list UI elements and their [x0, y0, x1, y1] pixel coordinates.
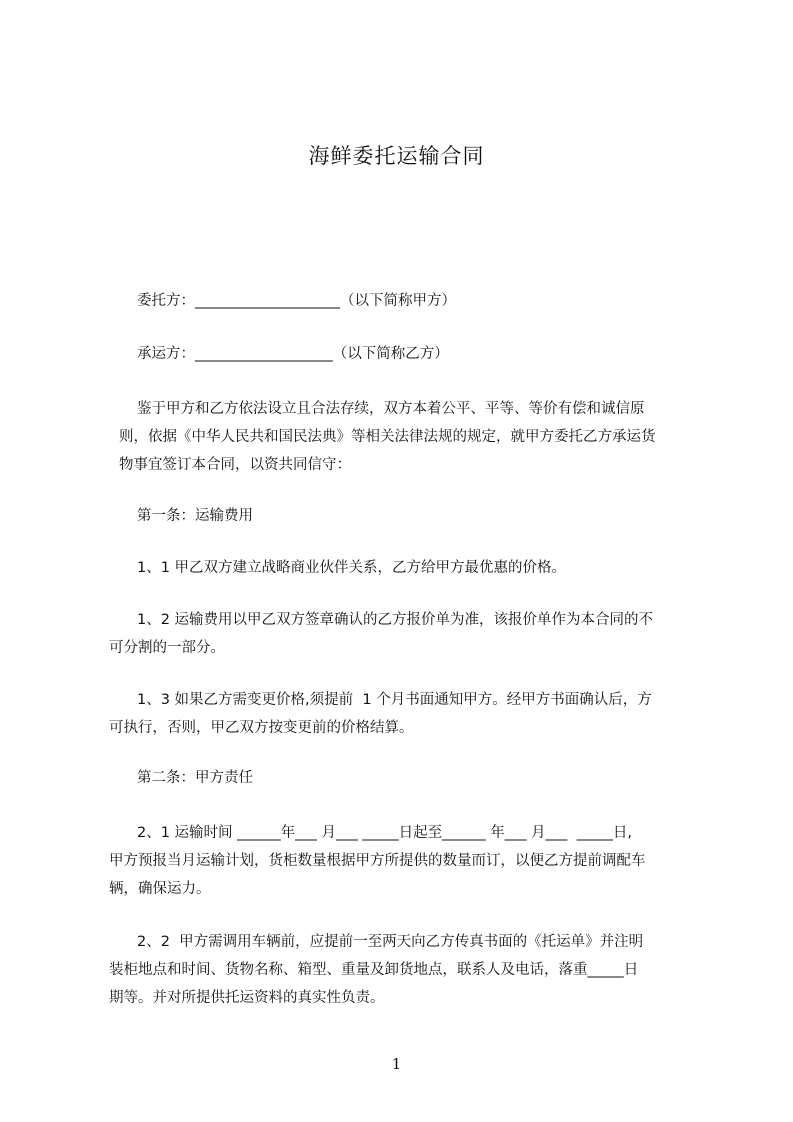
preamble-line: 物事宜签订本合同，以资共同信守：: [119, 457, 351, 473]
document-title: 海鲜委托运输合同: [308, 144, 485, 168]
clause-2-2-line: 2、2 甲方需调用车辆前，应提前一至两天向乙方传真书面的《托运单》并注明: [137, 934, 644, 950]
clause-1-2-line: 1、2 运输费用以甲乙双方签章确认的乙方报价单为准，该报价单作为本合同的不: [137, 612, 654, 628]
clause-2-1-line: 2、1 运输时间 ______年___ 月___ _____日起至______ 年___ 月___ _____日,: [137, 825, 632, 841]
clause-2-2-line: 期等。并对所提供托运资料的真实性负责。: [109, 990, 385, 1006]
clause-1-2: [105, 606, 710, 662]
clause-2-2-line: 装柜地点和时间、货物名称、箱型、重量及卸货地点，联系人及电话，落重_____日: [109, 962, 639, 978]
clause-2-1-line: 甲方预报当月运输计划，货柜数量根据甲方所提供的数量而订，以便乙方提前调配车: [109, 853, 646, 869]
consignor-line: 委托方：____________________（以下简称甲方）: [137, 293, 456, 309]
clause-1-3-line: 1、3 如果乙方需变更价格,须提前 1 个月书面通知甲方。经甲方书面确认后，方: [137, 692, 652, 708]
clause-1-2-line: 可分割的一部分。: [109, 640, 225, 656]
clause-1-1: 1、1 甲乙双方建立战略商业伙伴关系，乙方给甲方最优惠的价格。: [137, 560, 567, 576]
clause-2-1: [105, 819, 710, 903]
clause-2-2: [105, 928, 710, 1012]
clause-1-3-line: 可执行，否则，甲乙双方按变更前的价格结算。: [109, 720, 414, 736]
preamble-paragraph: [105, 395, 710, 479]
clause-2-1-line: 辆，确保运力。: [109, 881, 211, 897]
preamble-line: 则，依据《中华人民共和国民法典》等相关法律法规的规定，就甲方委托乙方承运货: [119, 429, 656, 445]
article1-heading: 第一条：运输费用: [137, 508, 253, 524]
clause-1-3: [105, 686, 710, 742]
carrier-line: 承运方：___________________（以下简称乙方）: [137, 346, 449, 362]
article2-heading: 第二条：甲方责任: [137, 770, 253, 786]
preamble-line: 鉴于甲方和乙方依法设立且合法存续，双方本着公平、平等、等价有偿和诚信原: [137, 401, 645, 417]
page-number: 1: [391, 1055, 402, 1073]
